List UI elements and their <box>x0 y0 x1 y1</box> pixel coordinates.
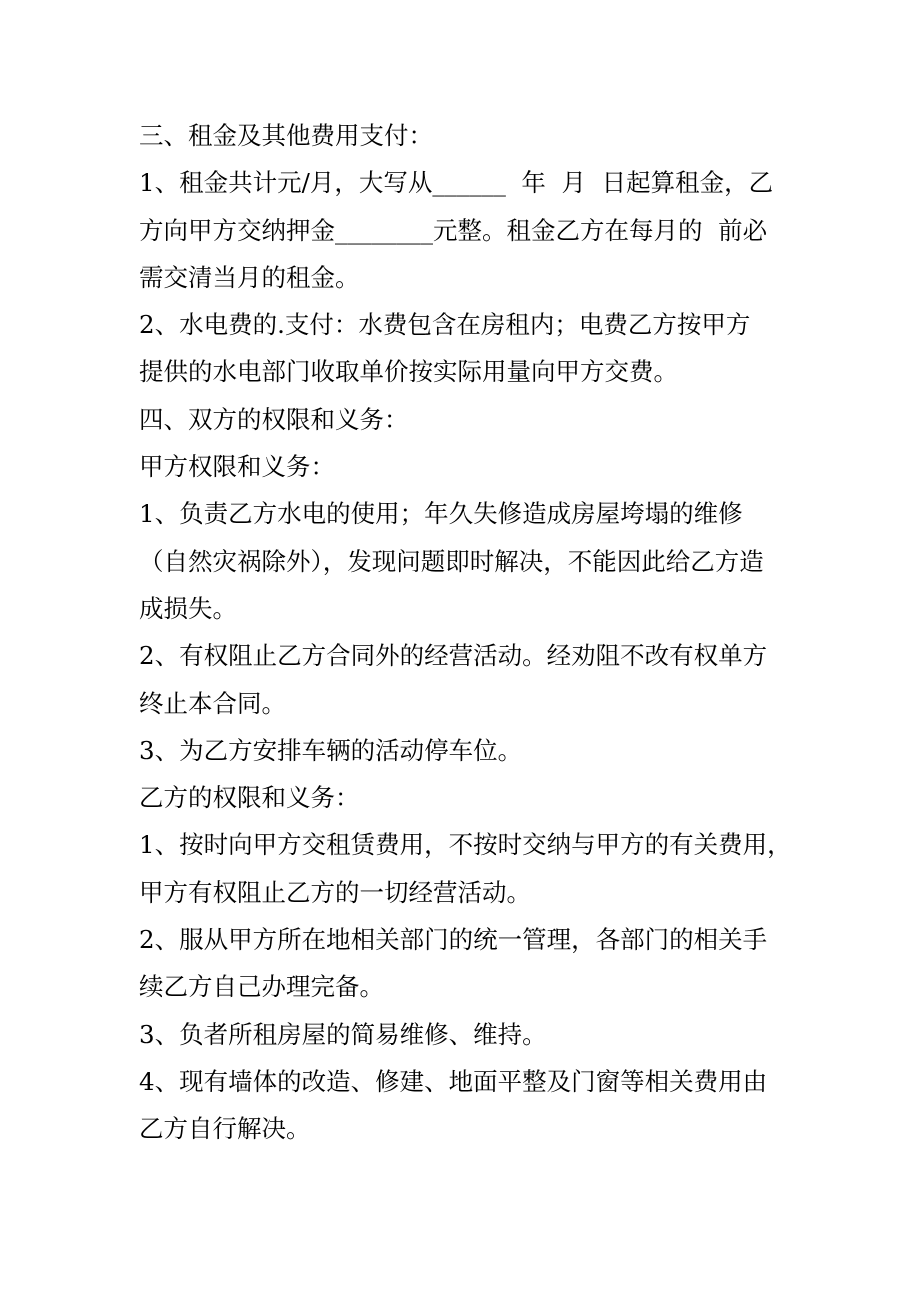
paragraph-line: 3、负者所租房屋的简易维修、维持。 <box>139 1019 547 1049</box>
paragraph-line: 1、按时向甲方交租赁费用，不按时交纳与甲方的有关费用， <box>139 830 792 860</box>
section-heading-rent-payment: 三、租金及其他费用支付： <box>139 121 433 150</box>
paragraph-line: 成损失。 <box>139 593 237 623</box>
paragraph-line: 2、服从甲方所在地相关部门的统一管理，各部门的相关手 <box>139 925 768 955</box>
subheading-party-a: 甲方权限和义务： <box>139 452 335 482</box>
paragraph-line: 方向甲方交纳押金________元整。租金乙方在每月的 前必 <box>139 215 768 245</box>
paragraph-line: 3、为乙方安排车辆的活动停车位。 <box>139 735 523 765</box>
paragraph-line: 2、有权阻止乙方合同外的经营活动。经劝阻不改有权单方 <box>139 641 768 671</box>
paragraph-line: 1、租金共计元/月，大写从______ 年 月 日起算租金，乙 <box>139 168 774 198</box>
paragraph-line: 需交清当月的租金。 <box>139 262 360 292</box>
document-body <box>139 112 792 1153</box>
paragraph-line: 4、现有墙体的改造、修建、地面平整及门窗等相关费用由 <box>139 1066 768 1096</box>
paragraph-line: 乙方自行解决。 <box>139 1114 311 1144</box>
paragraph-line: 提供的水电部门收取单价按实际用量向甲方交费。 <box>139 357 678 387</box>
paragraph-line: （自然灾祸除外），发现问题即时解决，不能因此给乙方造 <box>139 546 764 576</box>
subheading-party-b: 乙方的权限和义务： <box>139 783 360 813</box>
paragraph-line: 续乙方自己办理完备。 <box>139 972 384 1002</box>
paragraph-line: 1、负责乙方水电的使用；年久失修造成房屋垮塌的维修 <box>139 499 743 529</box>
paragraph-line: 2、水电费的.支付：水费包含在房租内；电费乙方按甲方 <box>139 310 751 340</box>
section-heading-rights-obligations: 四、双方的权限和义务： <box>139 404 409 434</box>
paragraph-line: 终止本合同。 <box>139 688 286 718</box>
paragraph-line: 甲方有权阻止乙方的一切经营活动。 <box>139 877 531 907</box>
